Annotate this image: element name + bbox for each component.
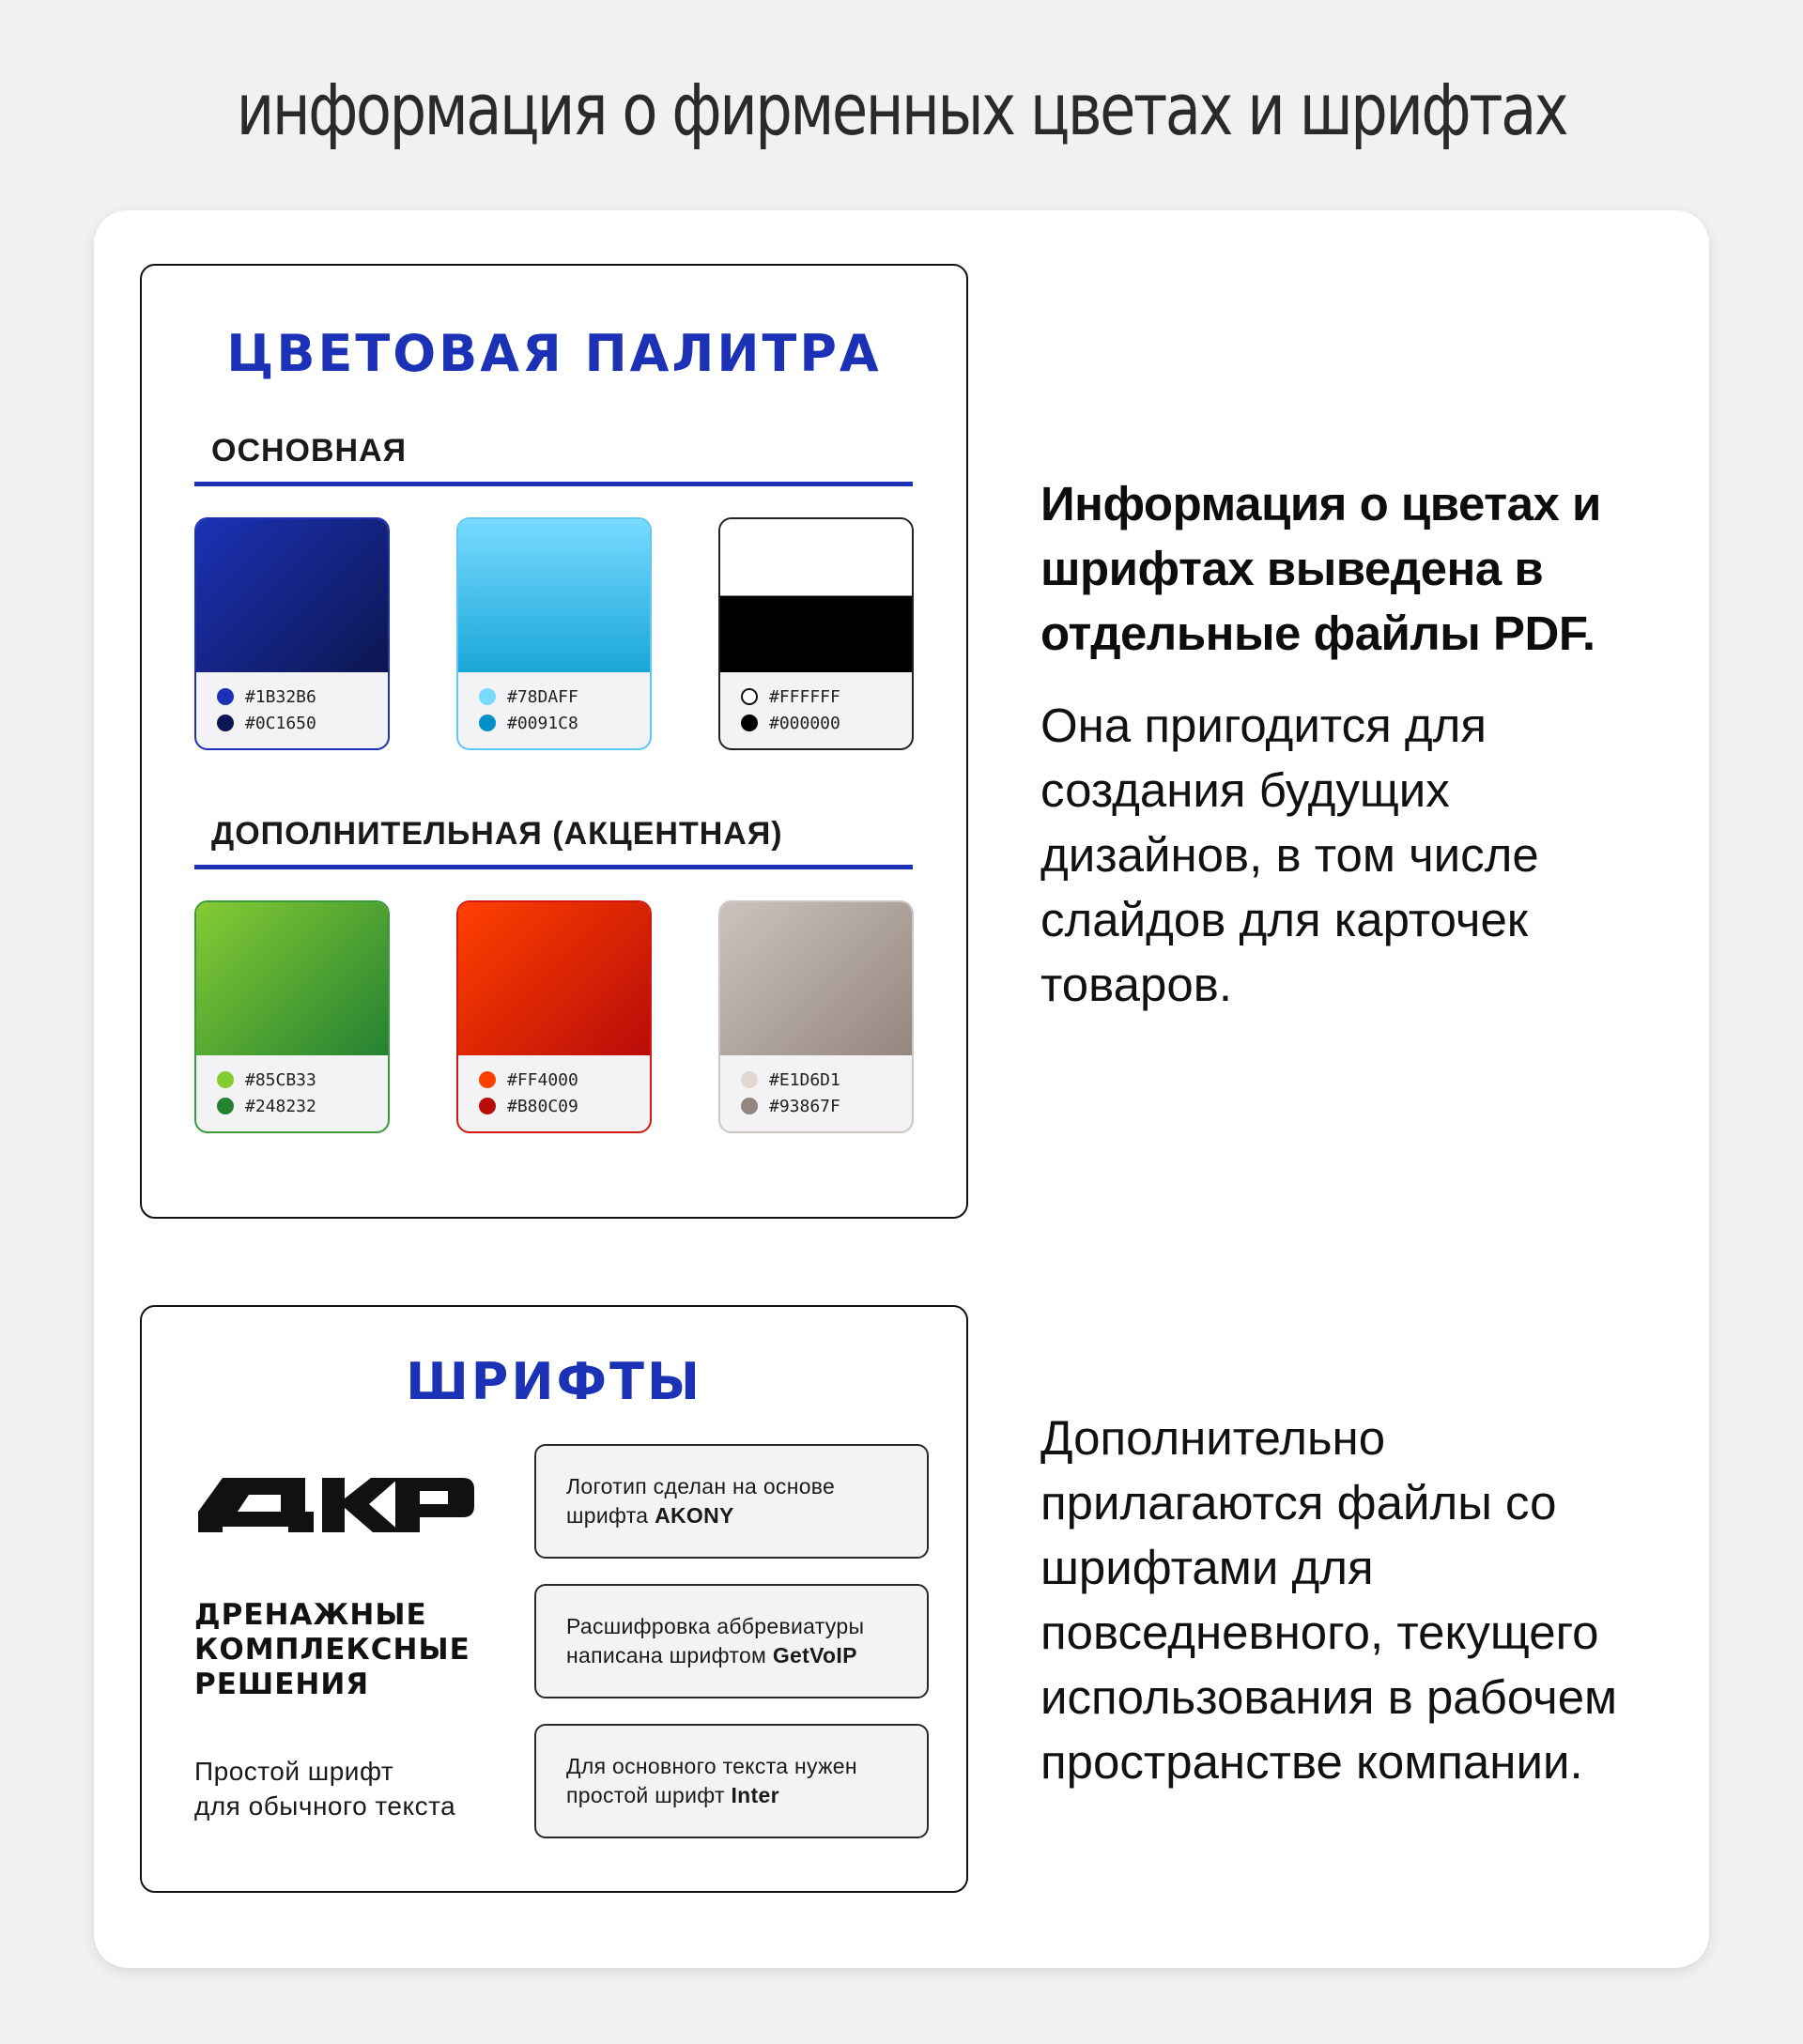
note-line bbox=[566, 1781, 927, 1810]
color-dot bbox=[741, 688, 758, 705]
decoding-line: РЕШЕНИЯ bbox=[194, 1667, 370, 1701]
swatch-red bbox=[456, 900, 652, 1133]
page-title: информация о фирменных цветах и шрифтах bbox=[236, 68, 1567, 151]
color-dot bbox=[217, 688, 234, 705]
color-code: #0091C8 bbox=[507, 713, 578, 733]
color-code-row bbox=[479, 711, 578, 735]
color-code-row bbox=[741, 711, 840, 735]
swatch-color-fill bbox=[720, 902, 912, 1055]
color-code: #78DAFF bbox=[507, 686, 578, 707]
note-line: Расшифровка аббревиатуры bbox=[566, 1614, 865, 1638]
color-palette-panel bbox=[140, 264, 968, 1219]
description-heading: Информация о цветах и шрифтах выведена в отдельные файлы PDF. bbox=[1040, 477, 1601, 660]
color-dot bbox=[741, 1098, 758, 1114]
primary-section-label: ОСНОВНАЯ bbox=[211, 433, 408, 469]
color-code-row bbox=[741, 1094, 840, 1118]
accent-section-label: ДОПОЛНИТЕЛЬНАЯ (АКЦЕНТНАЯ) bbox=[211, 816, 783, 852]
font-name: AKONY bbox=[655, 1503, 734, 1528]
note-prefix: шрифта bbox=[566, 1503, 655, 1528]
color-code: #FF4000 bbox=[507, 1069, 578, 1090]
note-prefix: простой шрифт bbox=[566, 1783, 732, 1807]
color-dot bbox=[217, 1071, 234, 1088]
swatch-black-white bbox=[718, 517, 914, 750]
swatch-color-fill bbox=[458, 902, 650, 1055]
font-name: Inter bbox=[731, 1783, 779, 1807]
color-code-row bbox=[479, 684, 578, 709]
swatch-color-fill bbox=[196, 519, 388, 672]
color-dot bbox=[217, 715, 234, 731]
color-dot bbox=[479, 715, 496, 731]
color-code-row bbox=[217, 684, 316, 709]
color-dot bbox=[479, 688, 496, 705]
color-code-row bbox=[217, 1068, 316, 1092]
color-code: #000000 bbox=[769, 713, 840, 733]
dkr-logo bbox=[194, 1478, 474, 1532]
color-code: #85CB33 bbox=[245, 1069, 316, 1090]
color-code: #E1D6D1 bbox=[769, 1069, 840, 1090]
note-line: Логотип сделан на основе bbox=[566, 1474, 836, 1498]
decoding-line: КОМПЛЕКСНЫЕ bbox=[194, 1633, 470, 1667]
color-dot bbox=[479, 1071, 496, 1088]
simple-font-sample bbox=[194, 1754, 455, 1823]
fonts-panel bbox=[140, 1305, 968, 1893]
color-dot bbox=[217, 1098, 234, 1114]
color-code-row bbox=[217, 1094, 316, 1118]
primary-section-divider bbox=[194, 482, 913, 486]
color-dot bbox=[741, 715, 758, 731]
swatch-blue bbox=[194, 517, 390, 750]
note-prefix: написана шрифтом bbox=[566, 1643, 773, 1667]
color-code-row bbox=[479, 1094, 578, 1118]
swatch-light-blue bbox=[456, 517, 652, 750]
color-code-row bbox=[741, 1068, 840, 1092]
simple-font-line: для обычного текста bbox=[194, 1791, 456, 1821]
swatch-color-fill bbox=[720, 519, 912, 672]
color-code: #B80C09 bbox=[507, 1096, 578, 1116]
color-code: #248232 bbox=[245, 1096, 316, 1116]
note-line: Для основного текста нужен bbox=[566, 1754, 857, 1778]
color-code: #FFFFFF bbox=[769, 686, 840, 707]
description-paragraph-1: Она пригодится для создания будущих дизайнов, в том числе слайдов для карточек товаров. bbox=[1040, 699, 1539, 1011]
color-code-row bbox=[741, 684, 840, 709]
font-note-logo bbox=[534, 1444, 929, 1559]
font-note-body bbox=[534, 1724, 929, 1838]
swatch-color-fill bbox=[458, 519, 650, 672]
swatch-beige bbox=[718, 900, 914, 1133]
note-line bbox=[566, 1501, 927, 1530]
color-dot bbox=[479, 1098, 496, 1114]
simple-font-line: Простой шрифт bbox=[194, 1757, 394, 1786]
decoding-line: ДРЕНАЖНЫЕ bbox=[194, 1598, 427, 1632]
color-code: #1B32B6 bbox=[245, 686, 316, 707]
color-dot bbox=[741, 1071, 758, 1088]
palette-heading: ЦВЕТОВАЯ ПАЛИТРА bbox=[226, 324, 882, 383]
accent-section-divider bbox=[194, 865, 913, 869]
color-code-row bbox=[479, 1068, 578, 1092]
abbreviation-decoding bbox=[194, 1598, 470, 1702]
font-note-decoding bbox=[534, 1584, 929, 1698]
note-line bbox=[566, 1641, 927, 1670]
swatch-color-fill bbox=[196, 902, 388, 1055]
color-code-row bbox=[217, 711, 316, 735]
font-name: GetVoIP bbox=[772, 1643, 857, 1667]
fonts-heading: ШРИФТЫ bbox=[406, 1352, 702, 1411]
swatch-green bbox=[194, 900, 390, 1133]
color-code: #0C1650 bbox=[245, 713, 316, 733]
description-paragraph-2: Дополнительно прилагаются файлы со шрифтами для повседневного, текущего использования в рабочем пространстве компании. bbox=[1040, 1411, 1618, 1789]
color-code: #93867F bbox=[769, 1096, 840, 1116]
